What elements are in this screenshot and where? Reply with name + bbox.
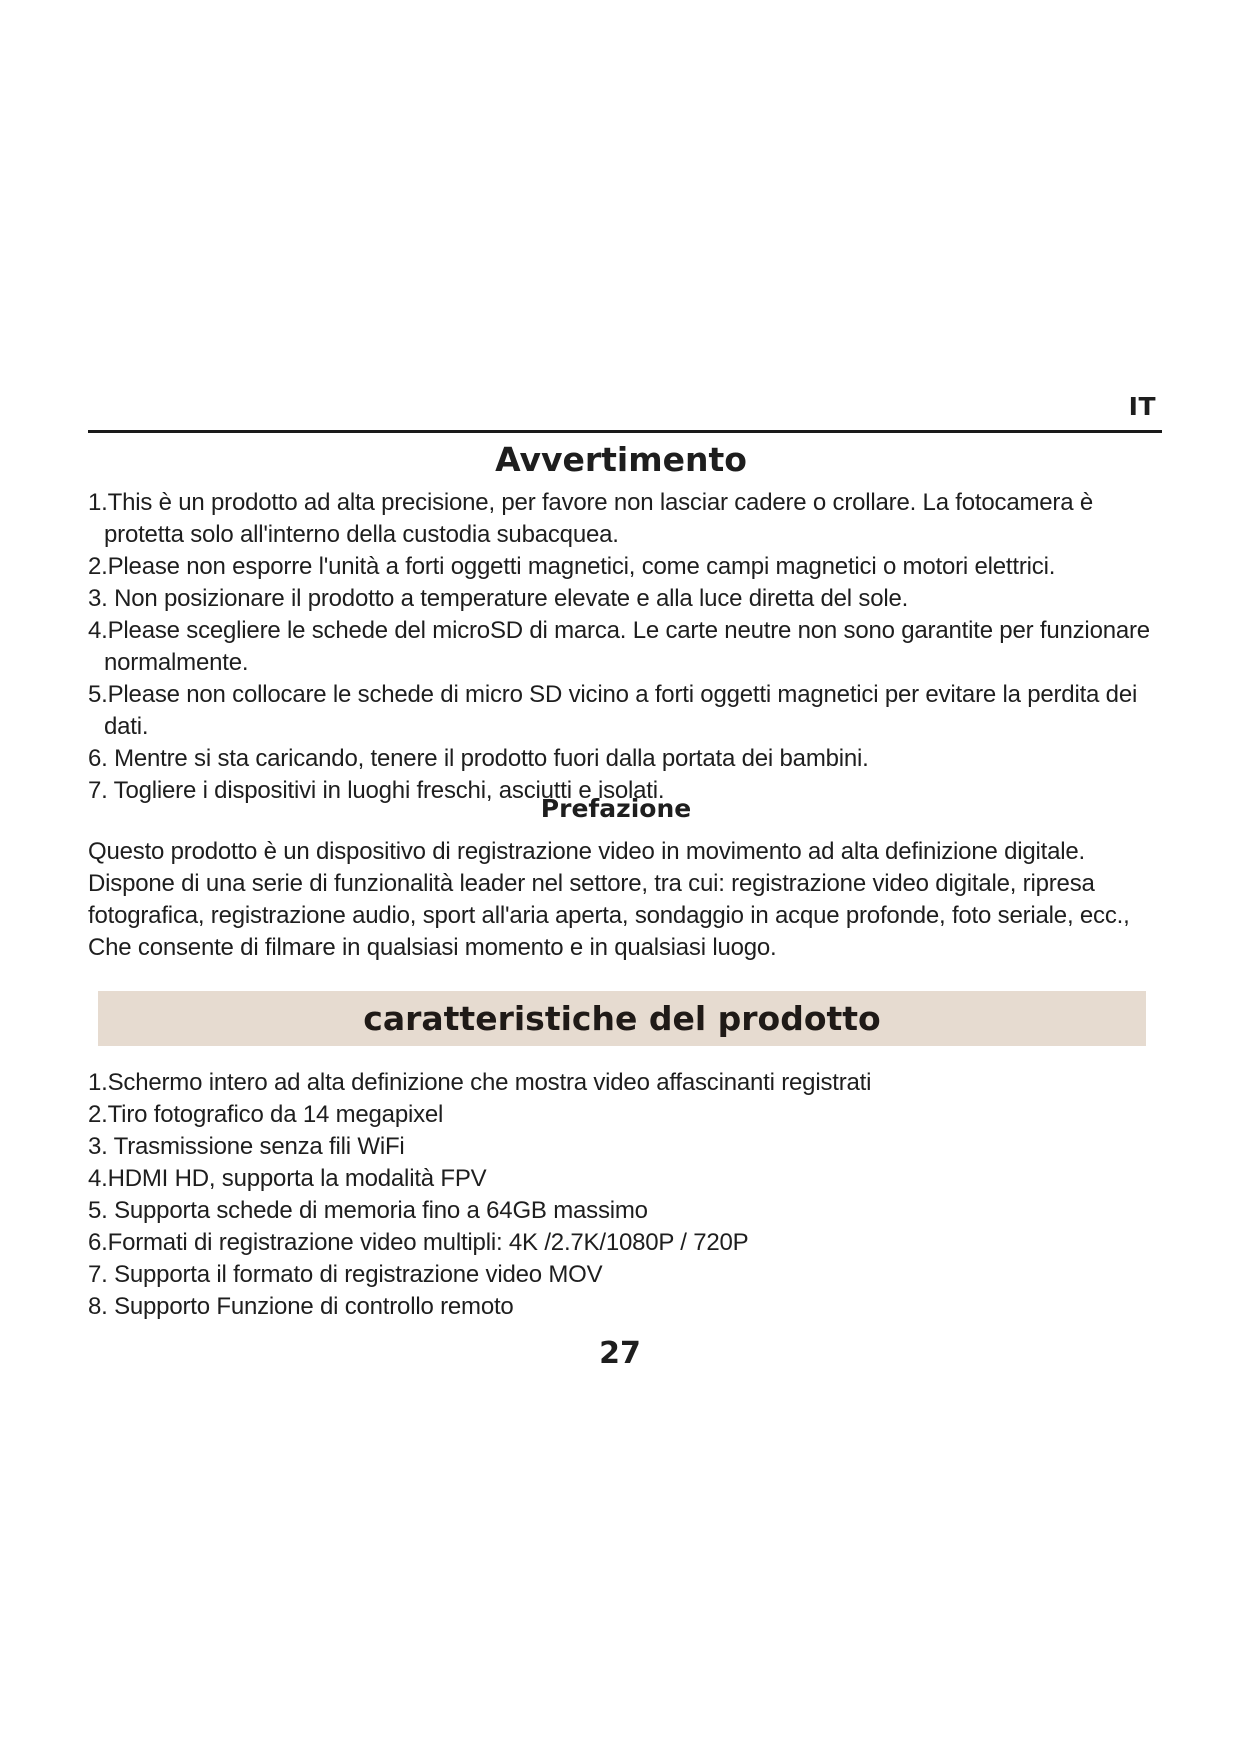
warning-item: 2.Please non esporre l'unità a forti oggetti magnetici, come campi magnetici o motori elettrici. [88, 553, 1056, 580]
feature-item: 1.Schermo intero ad alta definizione che mostra video affascinanti registrati [88, 1069, 872, 1096]
warning-item: 3. Non posizionare il prodotto a temperature elevate e alla luce diretta del sole. [88, 585, 909, 612]
features-list [88, 1067, 1088, 1323]
preface-body: Questo prodotto è un dispositivo di registrazione video in movimento ad alta definizione digitale. Dispone di una serie di funzionalità leader nel settore, tra cui: registrazione video digitale, ripresa fotografica, registrazione audio, sport all'aria aperta, sondaggio in acque profonde, foto seriale, ecc., Che consente di filmare in qualsiasi momento e in qualsiasi luogo. [88, 838, 1130, 961]
features-title-band [98, 991, 1146, 1046]
warning-item: 1.This è un prodotto ad alta precisione, per favore non lasciar cadere o crollare. La fotocamera è protetta solo all'interno della custodia subacquea. [88, 489, 1093, 548]
warning-item: 7. Togliere i dispositivi in luoghi freschi, asciutti e isolati. [88, 777, 665, 804]
warning-title: Avvertimento [495, 440, 747, 479]
feature-item: 5. Supporta schede di memoria fino a 64GB massimo [88, 1197, 648, 1224]
warning-item: 4.Please scegliere le schede del microSD di marca. Le carte neutre non sono garantite per funzionare normalmente. [88, 617, 1150, 676]
features-title: caratteristiche del prodotto [363, 999, 881, 1038]
feature-item: 8. Supporto Funzione di controllo remoto [88, 1293, 514, 1320]
header-rule [88, 430, 1162, 433]
feature-item: 6.Formati di registrazione video multipli: 4K /2.7K/1080P / 720P [88, 1229, 749, 1256]
feature-item: 3. Trasmissione senza fili WiFi [88, 1133, 405, 1160]
feature-item: 2.Tiro fotografico da 14 megapixel [88, 1101, 444, 1128]
feature-item: 4.HDMI HD, supporta la modalità FPV [88, 1165, 487, 1192]
feature-item: 7. Supporta il formato di registrazione video MOV [88, 1261, 603, 1288]
preface-title: Prefazione [540, 794, 692, 823]
language-tag: IT [1128, 392, 1156, 421]
warning-item: 6. Mentre si sta caricando, tenere il prodotto fuori dalla portata dei bambini. [88, 745, 869, 772]
warning-list [88, 487, 1168, 807]
warning-item: 5.Please non collocare le schede di micro SD vicino a forti oggetti magnetici per evitare la perdita dei dati. [88, 681, 1138, 740]
page-number: 27 [599, 1336, 641, 1371]
